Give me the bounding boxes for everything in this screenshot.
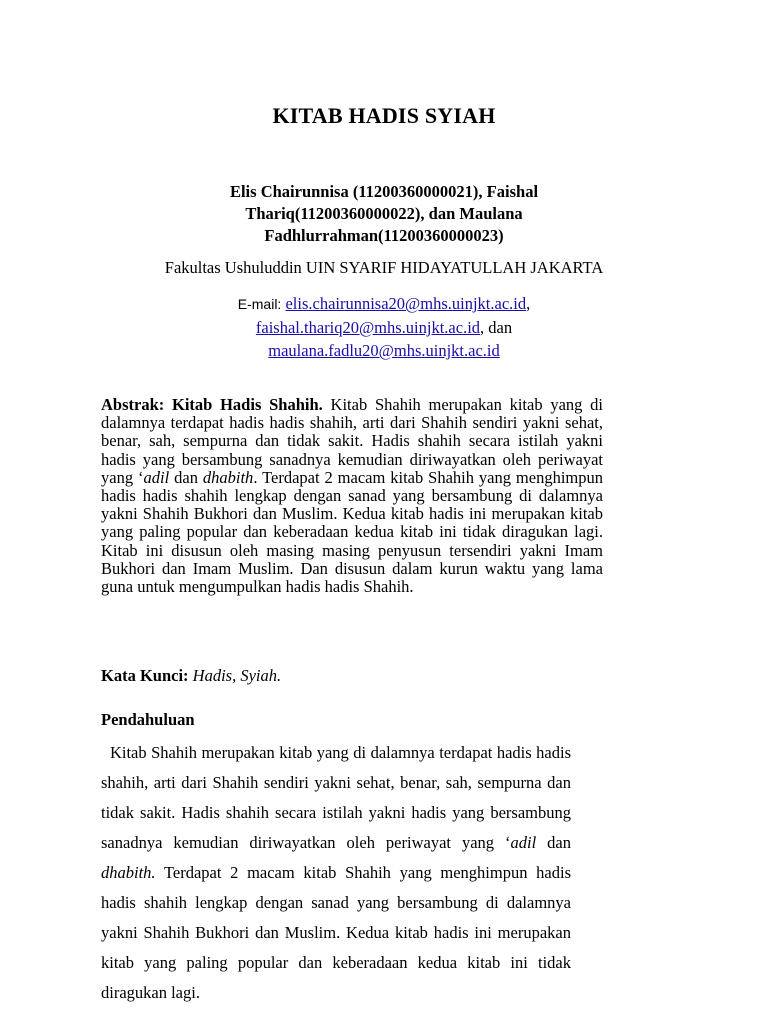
abstract-text: Kitab Shahih merupakan kitab yang di dalamnya terdapat hadis hadis shahih, arti dari Shahih sendiri yakni sehat, benar, sah, sempurna dan tidak sakit. Hadis shahih secara istilah yakni hadis yang bersambung sanadnya kemudian diriwayatkan oleh periwayat yang ‘ <box>101 395 603 487</box>
email-label: E-mail: <box>237 296 282 312</box>
email-link[interactable]: maulana.fadlu20@mhs.uinjkt.ac.id <box>268 341 500 360</box>
abstract-label: Abstrak: Kitab Hadis Shahih. <box>101 395 323 414</box>
abstract-text: dan <box>169 467 203 487</box>
body-text: Kitab Shahih merupakan kitab yang di dalamnya terdapat hadis hadis shahih, arti dari Shahih sendiri yakni sehat, benar, sah, sempurna dan tidak sakit. Hadis shahih secara istilah yakni hadis yang bersambung sanadnya kemudian diriwayatkan oleh periwayat yang ‘ <box>101 743 571 852</box>
email-block <box>184 292 584 362</box>
body-text: Terdapat 2 macam kitab Shahih yang menghimpun hadis hadis shahih lengkap dengan sanad yang bersambung di dalamnya yakni Shahih Bukhori dan Muslim. Kedua kitab hadis ini merupakan kitab yang paling popular dan keberadaan kedua kitab ini tidak diragukan lagi. <box>101 863 571 1002</box>
section-body <box>101 738 571 1008</box>
author-line: Fadhlurrahman(11200360000023) <box>264 226 504 245</box>
abstract <box>101 396 603 596</box>
term-dhabith: dhabith <box>202 467 254 487</box>
term-adil: adil <box>143 467 170 487</box>
term-dhabith: dhabith. <box>101 863 156 882</box>
term-adil: adil <box>510 833 537 852</box>
email-link[interactable]: elis.chairunnisa20@mhs.uinjkt.ac.id <box>285 294 527 313</box>
email-link[interactable]: faishal.thariq20@mhs.uinjkt.ac.id <box>255 318 481 337</box>
abstract-text: . Terdapat 2 macam kitab Shahih yang menghimpun hadis hadis shahih lengkap dengan sanad yang bersambung di dalamnya yakni Shahih Bukhori dan Muslim. Kedua kitab hadis ini merupakan kitab yang paling popular dan keberadaan kedua kitab ini tidak diragukan lagi. Kitab ini disusun oleh masing masing penyusun tersendiri yakni Imam Bukhori dan Imam Muslim. Dan disusun dalam kurun waktu yang lama guna untuk mengumpulkan hadis hadis Shahih. <box>101 467 604 597</box>
paper-title: KITAB HADIS SYIAH <box>272 103 496 128</box>
author-list <box>184 181 584 247</box>
email-separator: , dan <box>480 318 513 337</box>
keywords-value: Hadis, Syiah. <box>188 666 282 685</box>
keywords <box>101 666 603 686</box>
author-line: Elis Chairunnisa (11200360000021), Faishal <box>229 182 539 201</box>
keywords-label: Kata Kunci: <box>101 666 189 685</box>
section-heading: Pendahuluan <box>101 710 195 729</box>
author-line: Thariq(11200360000022), dan Maulana <box>245 204 523 223</box>
email-separator: , <box>526 294 531 313</box>
body-text: dan <box>536 833 571 852</box>
affiliation: Fakultas Ushuluddin UIN SYARIF HIDAYATULLAH JAKARTA <box>164 258 604 277</box>
